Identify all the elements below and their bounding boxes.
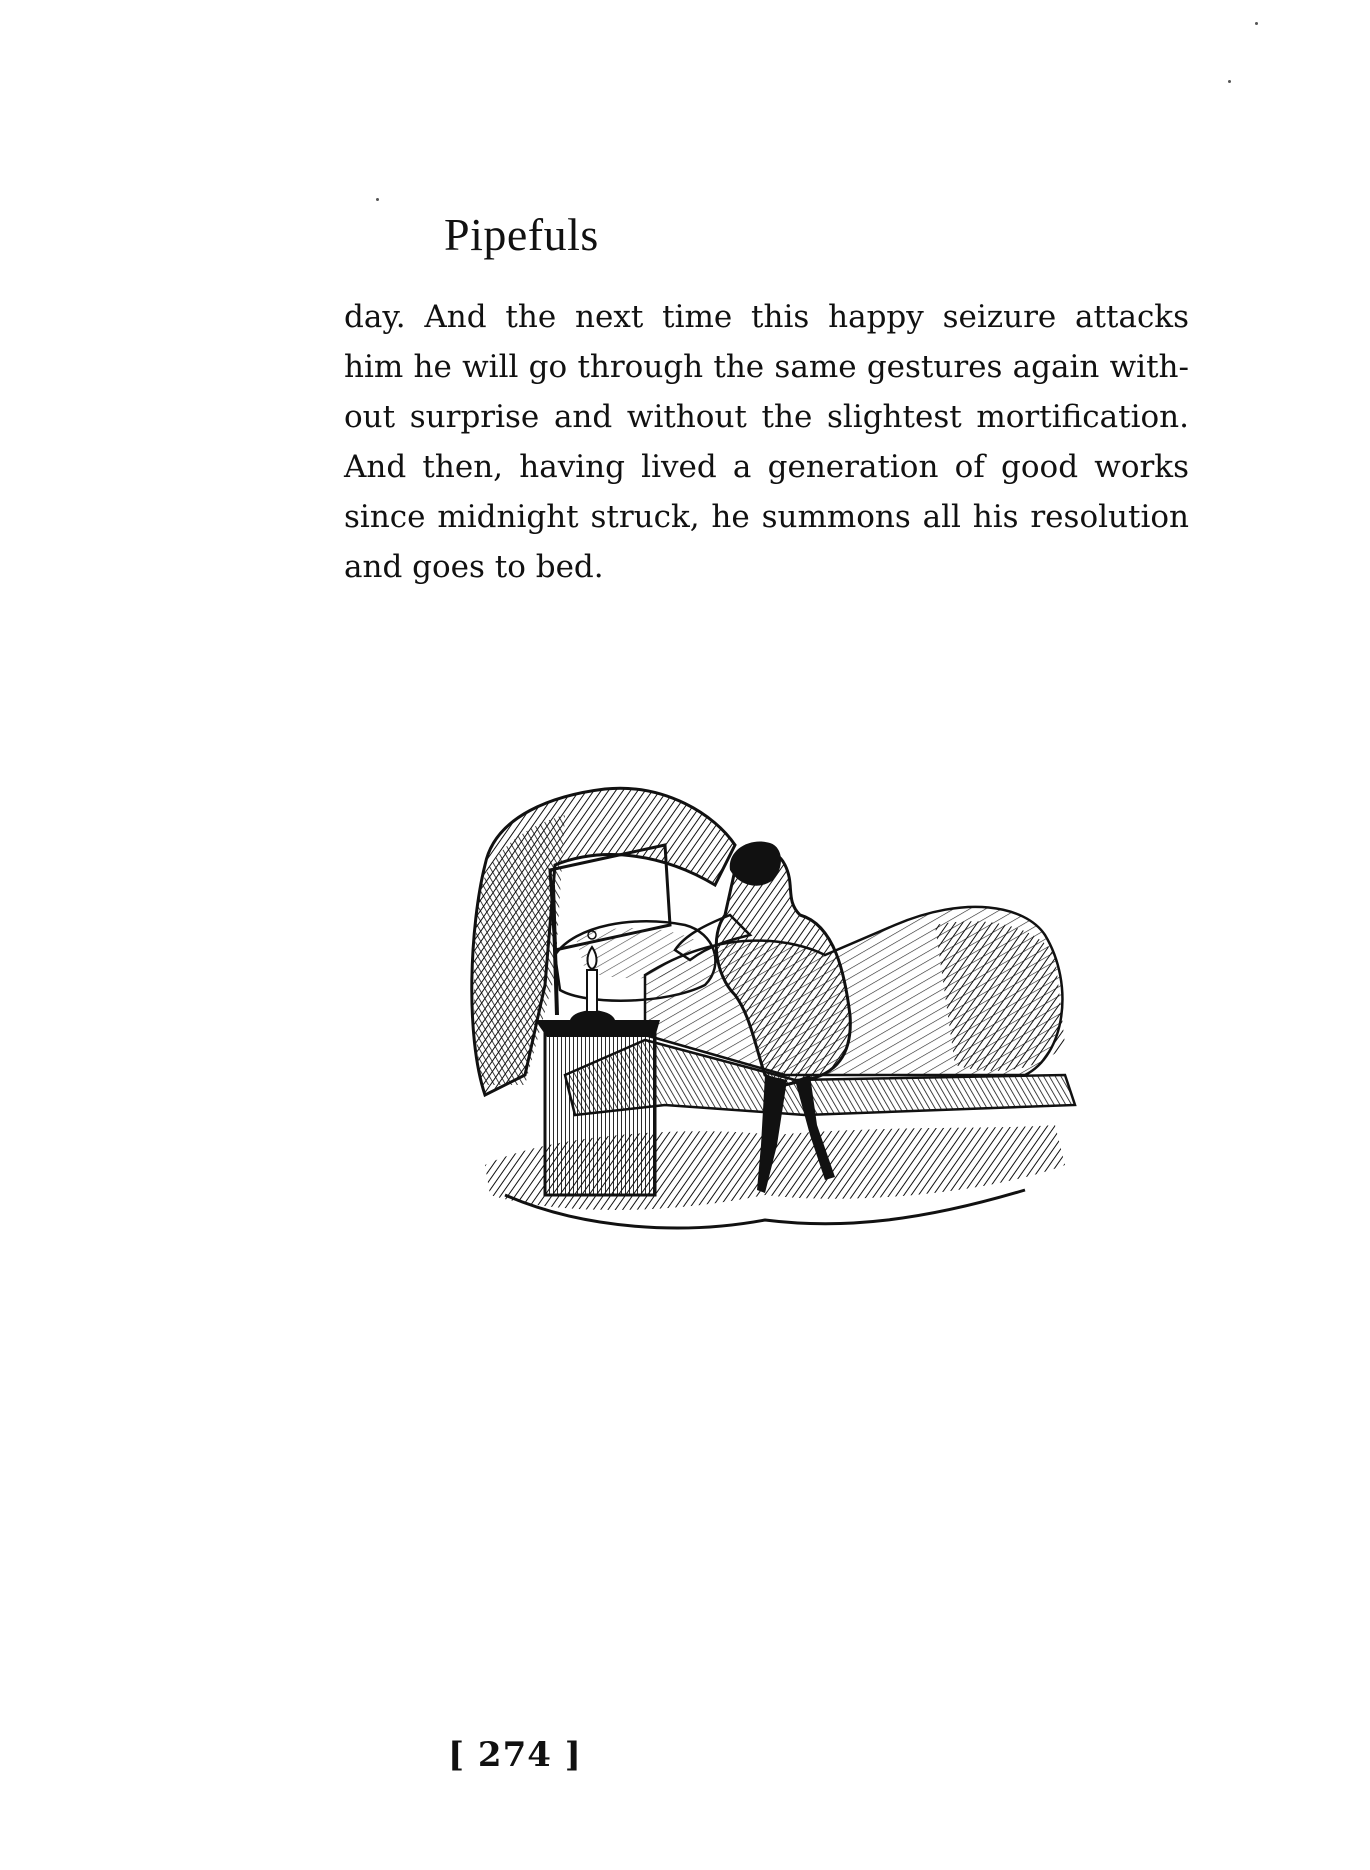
bedside-illustration xyxy=(465,775,1105,1250)
body-line: day. And the next time this happy seizure attacks xyxy=(344,299,1189,335)
body-line: since midnight struck, he summons all his resolution xyxy=(344,499,1189,535)
nightstand xyxy=(545,1030,655,1195)
scan-speck xyxy=(1228,80,1231,83)
scan-speck xyxy=(1255,22,1258,25)
body-line: And then, having lived a generation of good works xyxy=(344,449,1189,485)
body-line: and goes to bed. xyxy=(344,549,604,585)
running-head: Pipefuls xyxy=(444,209,599,260)
body-line: him he will go through the same gestures again with- xyxy=(344,349,1189,385)
scan-speck xyxy=(376,198,379,201)
candle xyxy=(587,970,597,1012)
body-line: out surprise and without the slightest mortification. xyxy=(344,399,1189,435)
page-number: [ 274 ] xyxy=(448,1735,582,1775)
body-paragraph xyxy=(344,292,1189,592)
